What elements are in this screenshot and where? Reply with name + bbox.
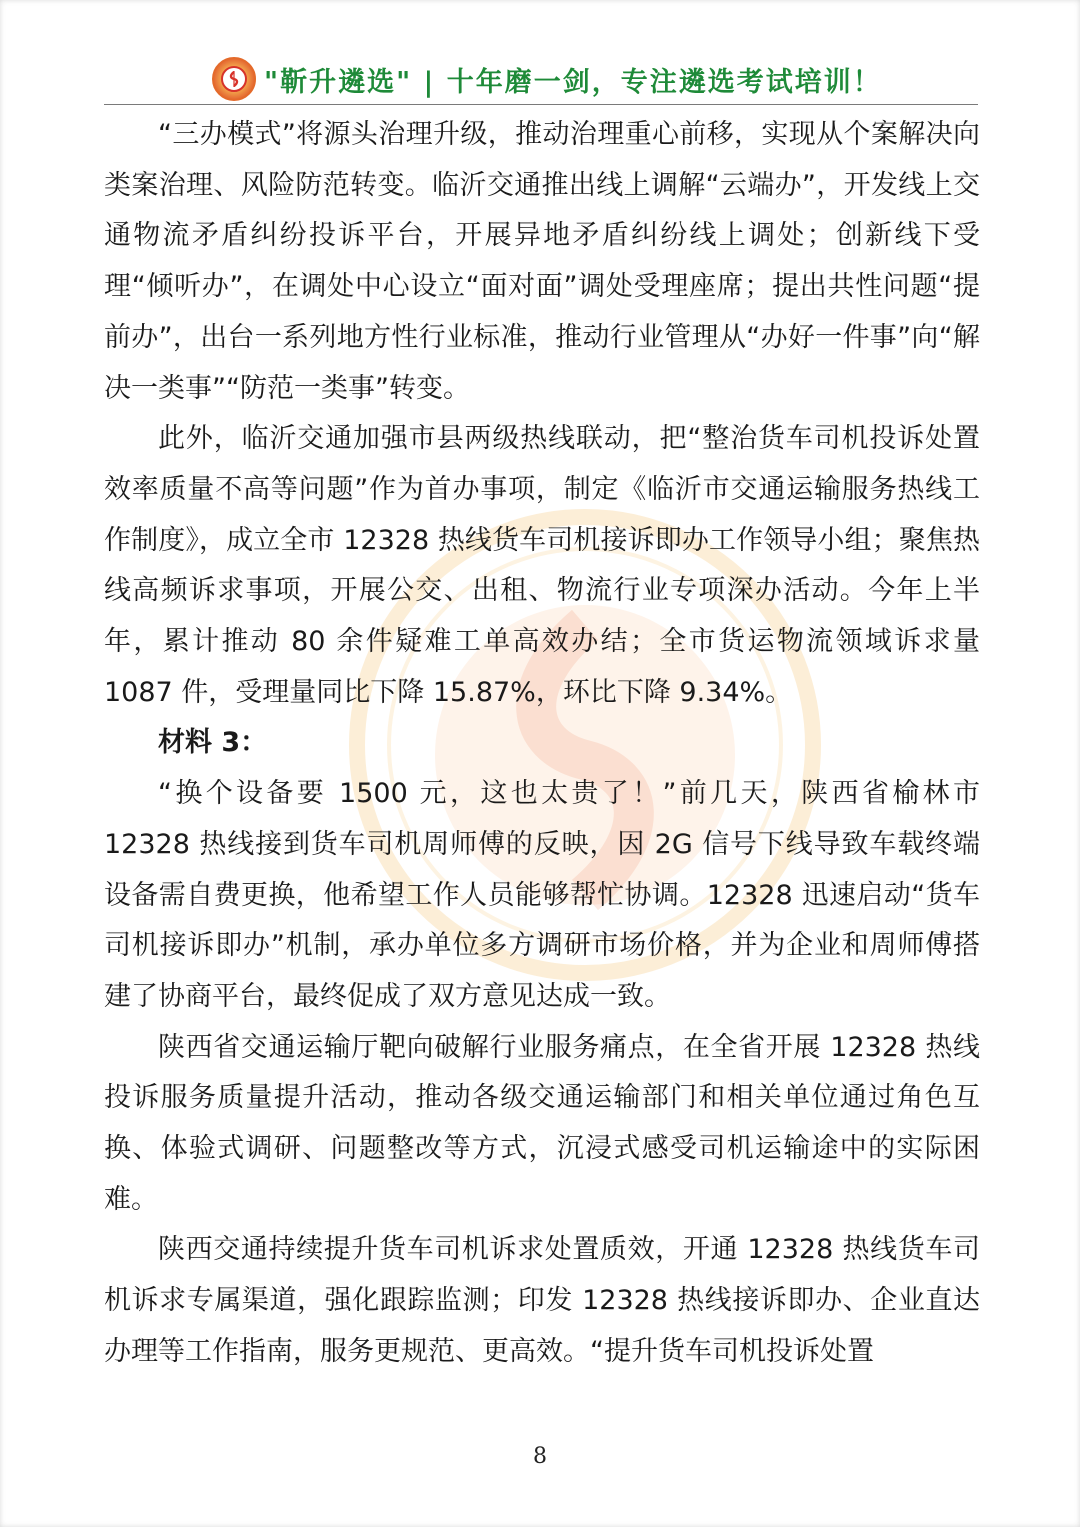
- page-number: 8: [533, 1444, 547, 1469]
- paragraph-shaanxi-quality: 陕西交通持续提升货车司机诉求处置质效，开通 12328 热线货车司机诉求专属渠道，强化跟踪监测；印发 12328 热线接诉即办、企业直达办理等工作指南，服务更规范、更高效。“提升货车司机投诉处置: [104, 1234, 980, 1367]
- paragraph-shaanxi-department: 陕西省交通运输厅靶向破解行业服务痛点，在全省开展 12328 热线投诉服务质量提升活动，推动各级交通运输部门和相关单位通过角色互换、体验式调研、问题整改等方式，沉浸式感受司机运输途中的实际困难。: [104, 1031, 980, 1215]
- document-body: [104, 110, 980, 1378]
- paragraph-yulin-case: “换个设备要 1500 元，这也太贵了！”前几天，陕西省榆林市 12328 热线接到货车司机周师傅的反映，因 2G 信号下线导致车载终端设备需自费更换，他希望工作人员能够帮忙协调。12328 迅速启动“货车司机接诉即办”机制，承办单位多方调研市场价格，并为企业和周师傅搭建了协商平台，最终促成了双方意见达成一致。: [104, 778, 980, 1012]
- paragraph-sanban-mode: “三办模式”将源头治理升级，推动治理重心前移，实现从个案解决向类案治理、风险防范转变。临沂交通推出线上调解“云端办”，开发线上交通物流矛盾纠纷投诉平台，开展异地矛盾纠纷线上调处；创新线下受理“倾听办”，在调处中心设立“面对面”调处受理座席；提出共性问题“提前办”，出台一系列地方性行业标准，推动行业管理从“办好一件事”向“解决一类事”“防范一类事”转变。: [104, 119, 980, 404]
- material-heading: 材料 3：: [158, 727, 268, 759]
- header-slogan: "靳升遴选" | 十年磨一剑，专注遴选考试培训！: [264, 66, 882, 98]
- header-divider: [104, 104, 978, 105]
- paragraph-linyi-hotline: 此外，临沂交通加强市县两级热线联动，把“整治货车司机投诉处置效率质量不高等问题”作为首办事项，制定《临沂市交通运输服务热线工作制度》，成立全市 12328 热线货车司机接诉即办工作领导小组；聚焦热线高频诉求事项，开展公交、出租、物流行业专项深办活动。今年上半年，累计推动 80 余件疑难工单高效办结；全市货运物流领域诉求量 1087 件，受理量同比下降 15.87%，环比下降 9.34%。: [104, 423, 980, 708]
- page-header: [212, 56, 982, 102]
- seal-logo-icon: [212, 57, 256, 101]
